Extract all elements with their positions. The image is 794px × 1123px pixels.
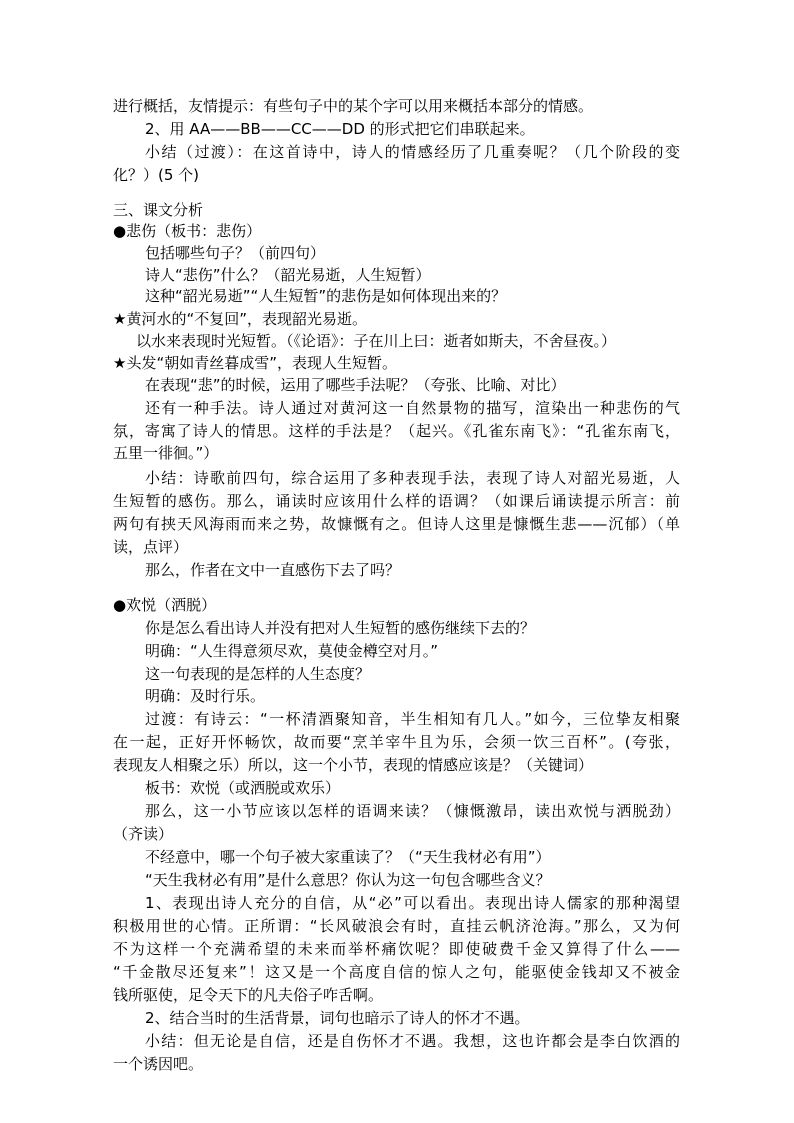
body-line: 读，点评）: [113, 538, 189, 556]
body-line: 氛，寄寓了诗人的情思。这样的手法是？（起兴。《孔雀东南飞》：“孔雀东南飞，: [113, 422, 680, 440]
body-line: 在表现“悲”的时候，运用了哪些手法呢？（夸张、比喻、对比）: [145, 376, 566, 394]
body-line: 明确：“人生得意须尽欢，莫使金樽空对月。”: [145, 642, 439, 660]
body-line: 钱所驱使，足令天下的凡夫俗子咋舌啊。: [113, 986, 384, 1004]
body-line: 包括哪些句子？（前四句）: [145, 244, 326, 262]
body-line: 那么，这一小节应该以怎样的语调来读？（慷慨激昂，读出欢悦与洒脱劲）: [145, 802, 680, 820]
body-line: 这一句表现的是怎样的人生态度？: [145, 665, 371, 683]
body-line: 生短暂的感伤。那么，诵读时应该用什么样的语调？（如课后诵读提示所言：前: [113, 492, 680, 510]
body-line: （齐读）: [113, 825, 174, 843]
body-line: 积极用世的心情。正所谓：“长风破浪会有时，直挂云帆济沧海。”那么，又为何: [113, 917, 680, 935]
key-point: ★黄河水的“不复回”，表现韶光易逝。: [113, 310, 367, 328]
body-line: 这种“韶光易逝”“人生短暂”的悲伤是如何体现出来的？: [145, 287, 507, 305]
key-point: ★头发“朝如青丝暮成雪”，表现人生短暂。: [113, 354, 397, 372]
body-line: 还有一种手法。诗人通过对黄河这一自然景物的描写，渲染出一种悲伤的气: [145, 399, 680, 417]
body-line: 进行概括，友情提示：有些句子中的某个字可以用来概括本部分的情感。: [113, 97, 594, 115]
body-line: 你是怎么看出诗人并没有把对人生短暂的感伤继续下去的？: [145, 619, 536, 637]
section-heading: 三、课文分析: [113, 201, 204, 219]
body-line: 2、用 AA——BB——CC——DD 的形式把它们串联起来。: [145, 120, 535, 138]
subsection-heading-joy: ●欢悦（洒脱）: [113, 596, 217, 614]
subsection-heading-sorrow: ●悲伤（板书：悲伤）: [113, 222, 262, 240]
body-line: 化？）(5 个): [113, 166, 200, 184]
body-line: 2、结合当时的生活背景，词句也暗示了诗人的怀才不遇。: [145, 1009, 530, 1027]
body-line: 板书：欢悦（或洒脱或欢乐）: [145, 779, 341, 797]
body-line: 小结：但无论是自信，还是自伤怀才不遇。我想，这也许都会是李白饮酒的: [145, 1032, 680, 1050]
body-line: 小结：诗歌前四句，综合运用了多种表现手法，表现了诗人对韶光易逝，人: [145, 469, 680, 487]
body-line: 小结（过渡）：在这首诗中，诗人的情感经历了几重奏呢？（几个阶段的变: [145, 143, 680, 161]
body-line: 以水来表现时光短暂。（《论语》：子在川上曰：逝者如斯夫，不舍昼夜。）: [136, 332, 617, 350]
body-line: 在一起，正好开怀畅饮，故而要“烹羊宰牛且为乐，会须一饮三百杯”。(夸张，: [113, 733, 680, 751]
body-line: “千金散尽还复来”！这又是一个高度自信的惊人之句，能驱使金钱却又不被金: [113, 963, 680, 981]
body-line: 不经意中，哪一个句子被大家重读了？（“天生我材必有用”）: [145, 848, 551, 866]
body-line: “天生我材必有用”是什么意思？你认为这一句包含哪些含义？: [145, 871, 551, 889]
body-line: 1、表现出诗人充分的自信，从“必”可以看出。表现出诗人儒家的那种渴望: [145, 894, 680, 912]
body-line: 明确：及时行乐。: [145, 687, 266, 705]
body-line: 过渡：有诗云：“一杯清酒聚知音，半生相知有几人。”如今，三位挚友相聚: [145, 710, 680, 728]
body-line: 不为这样一个充满希望的未来而举杯痛饮呢？即使破费千金又算得了什么——: [113, 940, 680, 958]
body-line: 表现友人相聚之乐）所以，这一个小节，表现的情感应该是？（关键词）: [113, 756, 594, 774]
body-line: 那么，作者在文中一直感伤下去了吗？: [145, 561, 401, 579]
body-line: 两句有挟天风海雨而来之势，故慷慨有之。但诗人这里是慷慨生悲——沉郁）（单: [113, 515, 680, 533]
body-line: 诗人“悲伤”什么？（韶光易逝，人生短暂）: [145, 266, 431, 284]
body-line: 五里一徘徊。”）: [113, 444, 219, 462]
body-line: 一个诱因吧。: [113, 1055, 204, 1073]
